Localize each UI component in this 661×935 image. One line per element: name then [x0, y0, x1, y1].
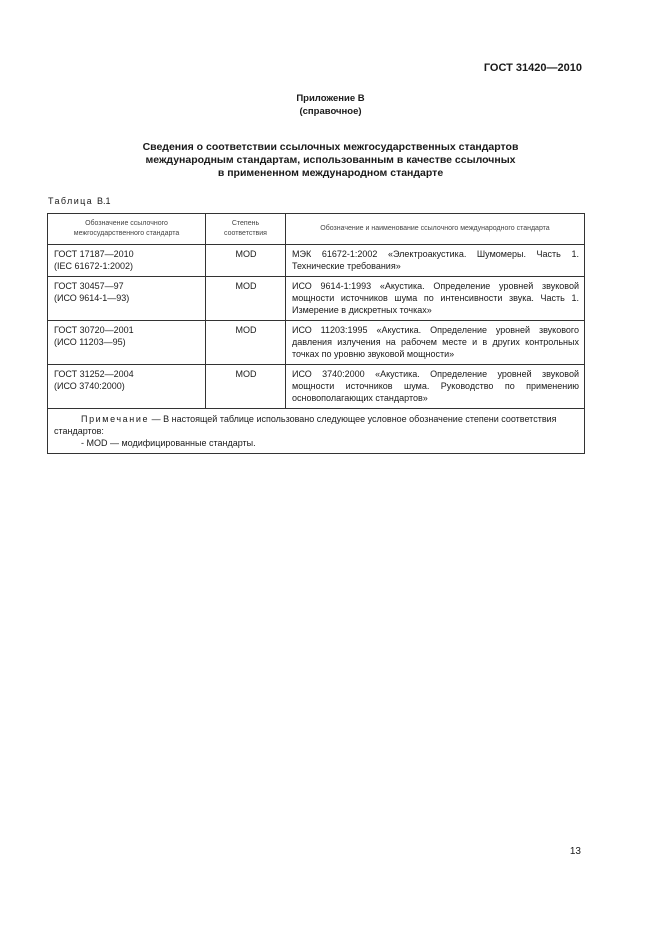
degree-cell: MOD: [206, 365, 286, 409]
note-prefix: Примечание: [81, 414, 150, 424]
gost-designation: ГОСТ 30457—97: [54, 281, 124, 291]
table-label-word: Таблица: [48, 196, 94, 206]
gost-designation: ГОСТ 31252—2004: [54, 369, 134, 379]
degree-cell: MOD: [206, 245, 286, 277]
gost-source: (ИСО 11203—95): [54, 337, 126, 347]
note-dash: —: [149, 414, 164, 424]
appendix-title: Приложение В: [296, 93, 365, 104]
header-international-standard: Обозначение и наименование ссылочного международного стандарта: [286, 214, 585, 245]
note-text: В настоящей таблице использовано следующее условное обозначение степени соответствия стандартов:: [54, 414, 557, 436]
header-degree: Степень соответствия: [206, 214, 286, 245]
gost-source: (ИСО 9614-1—93): [54, 293, 130, 303]
table-header-row: [48, 214, 585, 245]
gost-source: (ИСО 3740:2000): [54, 381, 125, 391]
section-title: [0, 141, 661, 180]
gost-designation: ГОСТ 30720—2001: [54, 325, 134, 335]
table-row: [48, 321, 585, 365]
appendix-subtitle: (справочное): [299, 106, 362, 117]
gost-source: (IEC 61672-1:2002): [54, 261, 134, 271]
international-standard-cell: ИСО 11203:1995 «Акустика. Определение уровней звукового давления излучения на рабочем месте и в других контрольных точках по уровню звуковой мощности»: [286, 321, 585, 365]
note-indent: [54, 414, 81, 424]
table-note: [48, 409, 585, 454]
national-standard-cell: [48, 245, 206, 277]
table-note-row: [48, 409, 585, 454]
table-row: [48, 245, 585, 277]
title-line: в примененном международном стандарте: [217, 167, 444, 179]
appendix-heading: [0, 92, 661, 118]
table-row: [48, 277, 585, 321]
table-label-number: В.1: [97, 196, 111, 206]
title-line: международным стандартам, использованным в качестве ссылочных: [145, 154, 516, 166]
header-national-standard: Обозначение ссылочного межгосударственного стандарта: [48, 214, 206, 245]
title-line: Сведения о соответствии ссылочных межгосударственных стандартов: [142, 141, 519, 153]
gost-designation: ГОСТ 17187—2010: [54, 249, 134, 259]
national-standard-cell: [48, 321, 206, 365]
document-code: ГОСТ 31420—2010: [483, 62, 582, 74]
international-standard-cell: ИСО 3740:2000 «Акустика. Определение уровней звуковой мощности источников шума. Руководство по применению основополагающих стандартов»: [286, 365, 585, 409]
correspondence-table: [47, 213, 585, 454]
international-standard-cell: МЭК 61672-1:2002 «Электроакустика. Шумомеры. Часть 1. Технические требования»: [286, 245, 585, 277]
table-label: [48, 196, 111, 206]
note-item: - MOD — модифицированные стандарты.: [81, 438, 256, 448]
national-standard-cell: [48, 277, 206, 321]
page-number: 13: [569, 846, 581, 857]
national-standard-cell: [48, 365, 206, 409]
degree-cell: MOD: [206, 321, 286, 365]
table-row: [48, 365, 585, 409]
international-standard-cell: ИСО 9614-1:1993 «Акустика. Определение уровней звуковой мощности источников шума по интенсивности звука. Часть 1. Измерение в дискретных точках»: [286, 277, 585, 321]
degree-cell: MOD: [206, 277, 286, 321]
